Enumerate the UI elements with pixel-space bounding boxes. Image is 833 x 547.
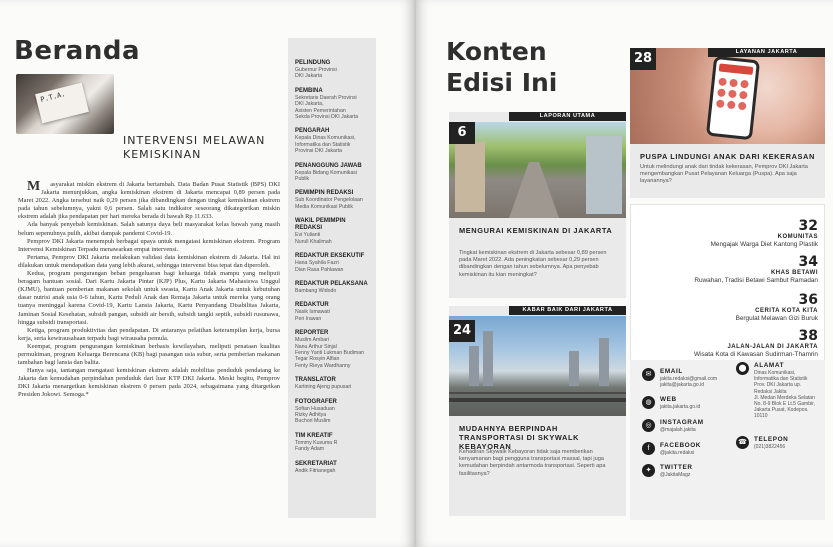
- editorial-section: [295, 461, 370, 474]
- editorial-name: Rizky Adhitya: [295, 411, 327, 418]
- editorial-role: FOTOGRAFER: [295, 398, 337, 405]
- section-tag: LAPORAN UTAMA: [509, 112, 626, 121]
- editorial-role: REDAKTUR PELAKSANA: [295, 280, 368, 287]
- editorial-section: [295, 218, 370, 245]
- editorial-box: [288, 38, 376, 518]
- contact-panel: [630, 360, 825, 520]
- editorial-role: PELINDUNG: [295, 60, 331, 66]
- editorial-role: TRANSLATOR: [295, 377, 336, 384]
- editorial-name: Buchori Muslim: [295, 418, 331, 425]
- editorial-name: Sekda Provinsi DKI Jakarta: [295, 114, 359, 121]
- contact-facebook[interactable]: f FACEBOOK @jakita.redaksi: [642, 442, 701, 456]
- card-description: Kehadiran Skywalk Kebayoran tidak saja memberikan kenyamanan bagi pengguna transportasi massal, tapi juga kemudahan berpindah antarmoda transportasi. Seperti apa fasilitasnya?: [459, 449, 606, 477]
- editorial-section: [295, 190, 370, 210]
- alley-photo: [449, 122, 626, 218]
- editorial-name: Kepala Dinas Komunikasi,: [295, 135, 356, 142]
- editorial-section: [295, 60, 370, 80]
- article-photo: [16, 74, 114, 134]
- toc-item[interactable]: 32 KOMUNITAS Mengajak Warga Diet Kantong Plastik: [710, 218, 818, 248]
- section-title: Beranda: [14, 36, 140, 66]
- editorial-section: [295, 302, 370, 322]
- feature-card-layanan[interactable]: [630, 48, 825, 198]
- toc-item[interactable]: 38 JALAN-JALAN DI JAKARTA Wisata Kota di Kawasan Sudirman-Thamrin: [694, 328, 818, 358]
- editorial-role: PEMIMPIN REDAKSI: [295, 190, 354, 197]
- editorial-role: REDAKTUR EKSEKUTIF: [295, 253, 365, 260]
- editorial-name: Muslim Ambari: [295, 337, 330, 344]
- editorial-name: Fenny Yanti Lukman Budiman: [295, 349, 365, 356]
- editorial-section: [295, 281, 370, 294]
- page-number: 24: [449, 320, 475, 342]
- editorial-name: Media Komunikasi Publik: [295, 203, 353, 210]
- editorial-role: REPORTER: [295, 330, 329, 337]
- toc-item[interactable]: 36 CERITA KOTA KITA Bergulat Melawan Gizi Buruk: [735, 292, 818, 322]
- page-number: 6: [449, 122, 475, 144]
- editorial-name: Nasik Ismawati: [295, 309, 330, 316]
- editorial-name: Hana Syahila Fazri: [295, 260, 339, 267]
- editorial-name: Kepala Bidang Komunikasi: [295, 169, 358, 176]
- editorial-role: PENGARAH: [295, 128, 330, 135]
- editorial-role: PENANGGUNG JAWAB: [295, 162, 362, 169]
- paragraph: Masyarakat miskin ekstrem di Jakarta bertambah. Data Badan Pusat Statistik (BPS) DKI Jakarta menunjukkan, angka kemiskinan ekstrem di Jakarta mencapai 0,89 persen pada Maret 2022. Angka tersebut naik 0,29 persen jika dibandingkan dengan tingkat kemiskinan ekstrem pada tahun sebelumnya, yakni 0,6 persen. Salah satu indikator seseorang dikategorikan miskin ekstrem adalah jika pendapatan per hari mereka berada di bawah Rp 11.633.: [18, 179, 280, 221]
- editorial-section: [295, 253, 370, 273]
- editorial-section: [295, 163, 370, 183]
- editorial-section: [295, 433, 370, 453]
- paragraph: Kedua, program pengurangan beban pengeluaran bagi keluarga tidak mampu yang meliputi beragam bantuan sosial. Dari Kartu Jakarta Pintar (KJP) Plus, Kartu Jakarta Mahasiswa Unggul (KJMU), bantuan pemberian makanan sekolah untuk swasta, Kartu Anak Jakarta untuk kebutuhan dasar nutrisi anak usia 0-6 tahun, Kartu Peduli Anak dan Remaja Jakarta untuk mereka yang orang tuanya meninggal karena Covid-19, Kartu Lansia Jakarta, Kartu Penyandang Disabilitas Jakarta, Jaminan Sosial Kesehatan, subsidi pangan, subsidi air bersih, subsidi tangki septik, subsidi rusunawa, hingga subsidi transportasi.: [18, 270, 280, 326]
- editorial-name: Sekretaris Daerah Provinsi: [295, 94, 357, 101]
- editorial-name: Nanu Arthur Sinjal: [295, 343, 337, 350]
- editorial-section: [295, 88, 370, 121]
- card-description: Tingkat kemiskinan ekstrem di Jakarta sebesar 0,89 persen pada Maret 2022. Ada peningkatan sebesar 0,29 persen dibandingkan dengan tahun sebelumnya. Apa penyebab kemiskinan itu kian meningkat?: [459, 250, 607, 278]
- section-tag: LAYANAN JAKARTA: [708, 48, 825, 57]
- article-title: INTERVENSI MELAWAN KEMISKINAN: [123, 134, 266, 161]
- paragraph: Hanya saja, tantangan mengatasi kemiskinan ekstrem adalah mobilitas penduduk pendatang ke Jakarta dan kemudahan perpindahan penduduk dari luar KTP DKI Jakarta. Meski begitu, Pemprov DKI Jakarta menargetkan kemiskinan ekstrem 0 persen pada 2024, sebagaimana yang ditargetkan Presiden Jokowi. Semoga.*: [18, 367, 280, 399]
- editorial-name: Peri Irawan: [295, 315, 322, 322]
- contact-email[interactable]: ✉ EMAIL jakita.redaksi@gmail.com jakita@jakarta.go.id: [642, 368, 717, 388]
- contents-list: [630, 204, 825, 376]
- right-page: [416, 0, 833, 547]
- editorial-name: Bambang Widodo: [295, 287, 337, 294]
- left-page: [0, 0, 414, 547]
- card-title: PUSPA LINDUNGI ANAK DARI KEKERASAN: [640, 152, 815, 161]
- editorial-name: Asisten Pemerintahan: [295, 107, 346, 114]
- skywalk-photo: [449, 316, 626, 416]
- paragraph: Ada banyak penyebab kemiskinan. Salah satunya daya beli masyarakat kelas bawah yang masih belum sepenuhnya pulih, akibat dampak pandemi Covid-19.: [18, 221, 280, 237]
- editorial-name: Evi Yulianti: [295, 232, 321, 239]
- editorial-name: Fandy Adam: [295, 446, 325, 453]
- phone-photo: [630, 48, 825, 144]
- editorial-name: Fenty Rieya Wardhanny: [295, 362, 351, 369]
- card-title: MENGURAI KEMISKINAN DI JAKARTA: [459, 226, 613, 235]
- feature-card-kabar[interactable]: [449, 306, 626, 516]
- card-title: MUDAHNYA BERPINDAH TRANSPORTASI DI SKYWALK KEBAYORAN: [459, 424, 580, 451]
- contact-instagram[interactable]: ◎ INSTAGRAM @majalah.jakita: [642, 419, 704, 433]
- facebook-icon: f: [642, 442, 655, 455]
- editorial-name: Kartining Ajeng pupusari: [295, 384, 352, 391]
- editorial-name: Dian Rasa Pahlawan: [295, 266, 344, 273]
- phone-icon: [706, 56, 760, 140]
- editorial-name: Sub Koordinator Pengelolaan: [295, 197, 363, 204]
- toc-item[interactable]: 34 KHAS BETAWI Ruwahan, Tradisi Betawi Sambut Ramadan: [694, 254, 818, 284]
- page-number: 28: [630, 48, 656, 70]
- editorial-name: Publik: [295, 176, 310, 183]
- contact-address: ⬤ ALAMAT Dinas Komunikasi, Informatika dan Statistik Prov. DKI Jakarta up. Redaksi Jakita Jl. Medan Merdeka Selatan No. 8-9 Blok E Lt.5 Gambir, Jakarta Pusat, Kodepos. 10110: [736, 362, 815, 420]
- section-tag: KABAR BAIK DARI JAKARTA: [509, 306, 626, 315]
- editorial-section: [295, 399, 370, 425]
- editorial-section: [295, 377, 370, 390]
- editorial-name: Sofian Husaduan: [295, 405, 335, 412]
- paragraph: Pertama, Pemprov DKI Jakarta melakukan validasi data kemiskinan ekstrem di Jakarta. Hal ini dilakukan untuk mendapatkan data yang lebih akurat, sehingga intervensi bisa tepat dan diperoleh.: [18, 253, 280, 269]
- editorial-name: DKI Jakarta: [295, 73, 323, 80]
- editorial-name: Informatika dan Statistik: [295, 141, 351, 148]
- photo-paper: P.T.A.: [35, 83, 89, 124]
- editorial-section: [295, 128, 370, 154]
- editorial-name: DKI Jakarta,: [295, 101, 324, 108]
- instagram-icon: ◎: [642, 419, 655, 432]
- editorial-role: TIM KREATIF: [295, 432, 333, 439]
- location-icon: ⬤: [736, 362, 749, 375]
- card-description: Untuk melindungi anak dari tindak kekerasan, Pemprov DKI Jakarta mengembangkan Pusat Pelayanan Keluarga (Puspa). Apa saja layanannya?: [640, 164, 808, 185]
- paragraph: Pemprov DKI Jakarta menempuh berbagai upaya untuk mengatasi kemiskinan ekstrem. Program Intervensi Kemiskinan Terpadu menawarkan empat intervensi.: [18, 237, 280, 253]
- editorial-role: PEMBINA: [295, 87, 323, 94]
- editorial-section: [295, 330, 370, 369]
- contact-web[interactable]: ◍ WEB jakita.jakarta.go.id: [642, 396, 700, 410]
- paragraph: Keempat, program pengurangan kemiskinan berbasis kewilayahan, meliputi penataan kualitas permukiman, program Keluarga Berencana (KB) bagi pasangan usia subur, serta pemberian makanan tambahan bagi lansia dan balita.: [18, 342, 280, 367]
- editorial-role: SEKRETARIAT: [295, 460, 337, 467]
- globe-icon: ◍: [642, 396, 655, 409]
- article-body: [18, 181, 280, 400]
- paragraph: Ketiga, program produktivitas dan pendapatan. Di antaranya pelatihan keterampilan kerja, bursa kerja, serta kewirausahaan terpadu bagi wirausaha pemula.: [18, 326, 280, 342]
- contact-twitter[interactable]: ✦ TWITTER @JakitaMagz: [642, 464, 693, 478]
- editorial-name: Nurull Khalimah: [295, 238, 332, 245]
- editorial-role: WAKIL PEMIMPIN REDAKSI: [295, 218, 346, 232]
- twitter-icon: ✦: [642, 464, 655, 477]
- editorial-name: Andik Fitrianegah: [295, 467, 336, 474]
- envelope-icon: ✉: [642, 368, 655, 381]
- contents-title: Konten Edisi Ini: [446, 37, 558, 97]
- feature-card-laporan[interactable]: [449, 112, 626, 298]
- editorial-name: Tegar Rosyin Alfian: [295, 356, 340, 363]
- editorial-name: Tommy Kusuma R: [295, 439, 338, 446]
- editorial-name: Provinsi DKI Jakarta: [295, 148, 342, 155]
- contact-phone[interactable]: ☎ TELEPON (021)3822456: [736, 436, 788, 450]
- editorial-name: Gubernur Provinsi: [295, 67, 337, 73]
- editorial-role: REDAKTUR: [295, 302, 329, 309]
- phone-icon: ☎: [736, 436, 749, 449]
